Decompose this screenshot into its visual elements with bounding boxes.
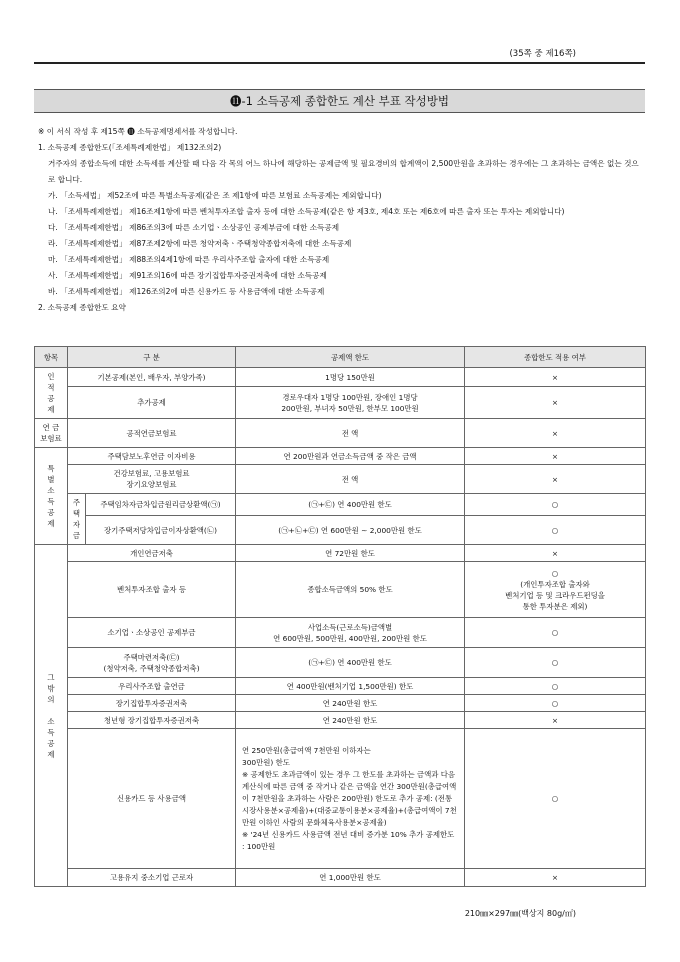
group-label-other: 그 밖 의 소 득 공 제 bbox=[35, 545, 68, 887]
page-number: (35쪽 중 제16쪽) bbox=[509, 49, 576, 59]
row-limit: 연 250만원(총급여액 7천만원 이하자는 300만원) 한도 ※ 공제한도 초과금액이 있는 경우 그 한도를 초과하는 금액과 다음 계산식에 따른 금액 중 작거나 같은 금액을 연간 300만원(총급여액이 7천만원을 초과하는 사람은 200만원) 한도로 추가 공제: (전통시장사용분×공제율)+(대중교통이용분×공제율)+(총급여액이 7천만원 이하인 사람의 문화체육사용분×공제율) ※ '24년 신용카드 사용금액 전년 대비 증가분 10% 추가 공제한도 : 100만원 bbox=[236, 729, 465, 869]
table-row bbox=[35, 712, 646, 729]
instructions bbox=[38, 124, 643, 316]
row-name: 주택담보노후연금 이자비용 bbox=[68, 448, 236, 465]
row-name: 우리사주조합 출연금 bbox=[68, 678, 236, 695]
row-applies: ○ bbox=[465, 695, 646, 712]
note-item: 나. 「조세특례제한법」 제16조제1항에 따른 벤처투자조합 출자 등에 대한 소득공제(같은 항 제3호, 제4호 또는 제6호에 따른 출자 또는 투자는 제외합니다) bbox=[48, 207, 565, 216]
table-row bbox=[35, 648, 646, 678]
row-name: 장기주택저당차입금이자상환액(㉡) bbox=[86, 516, 236, 545]
section-title: ⓫-1 소득공제 종합한도 계산 부표 작성방법 bbox=[34, 89, 645, 113]
row-name: 추가공제 bbox=[68, 387, 236, 419]
note-item: 마. 「조세특례제한법」 제88조의4제1항에 따른 우리사주조합 출자에 대한 소득공제 bbox=[48, 255, 330, 264]
note-item: 라. 「조세특례제한법」 제87조제2항에 따른 청약저축ㆍ주택청약종합저축에 대한 소득공제 bbox=[48, 239, 352, 248]
table-row bbox=[35, 678, 646, 695]
table-row bbox=[35, 494, 646, 516]
row-applies: × bbox=[465, 368, 646, 387]
row-applies: ○ bbox=[465, 494, 646, 516]
row-limit: 연 1,000만원 한도 bbox=[236, 869, 465, 887]
group-label-housing: 주 택 자 금 bbox=[68, 494, 86, 545]
row-limit: 사업소득(근로소득)금액별 연 600만원, 500만원, 400만원, 200만원 한도 bbox=[236, 618, 465, 648]
row-limit: 연 200만원과 연금소득금액 중 작은 금액 bbox=[236, 448, 465, 465]
note-item: 사. 「조세특례제한법」 제91조의16에 따른 장기집합투자증권저축에 대한 소득공제 bbox=[48, 271, 327, 280]
row-applies: × bbox=[465, 387, 646, 419]
table-row bbox=[35, 545, 646, 562]
row-applies: ○ bbox=[465, 618, 646, 648]
row-name: 기본공제(본인, 배우자, 부양가족) bbox=[68, 368, 236, 387]
row-limit: 전 액 bbox=[236, 419, 465, 448]
note-line: 2. 소득공제 종합한도 요약 bbox=[38, 303, 126, 312]
top-rule bbox=[34, 62, 645, 64]
row-applies: ○ bbox=[465, 516, 646, 545]
row-name: 주택마련저축(㉢) (청약저축, 주택청약종합저축) bbox=[68, 648, 236, 678]
row-applies: × bbox=[465, 869, 646, 887]
row-limit: 연 400만원(벤처기업 1,500만원) 한도 bbox=[236, 678, 465, 695]
col-header: 항목 bbox=[35, 347, 68, 368]
row-name: 벤처투자조합 출자 등 bbox=[68, 562, 236, 618]
table-row bbox=[35, 465, 646, 494]
col-header: 공제액 한도 bbox=[236, 347, 465, 368]
row-name: 공적연금보험료 bbox=[68, 419, 236, 448]
group-label-special: 특 별 소 득 공 제 bbox=[35, 448, 68, 545]
row-limit: (㉠+㉡+㉢) 연 600만원 ∼ 2,000만원 한도 bbox=[236, 516, 465, 545]
row-applies: × bbox=[465, 419, 646, 448]
table-row bbox=[35, 516, 646, 545]
table-row bbox=[35, 387, 646, 419]
table-row bbox=[35, 618, 646, 648]
row-limit: 경로우대자 1명당 100만원, 장애인 1명당 200만원, 부녀자 50만원, 한부모 100만원 bbox=[236, 387, 465, 419]
row-limit: 연 72만원 한도 bbox=[236, 545, 465, 562]
row-name: 신용카드 등 사용금액 bbox=[68, 729, 236, 869]
note-item: 다. 「조세특례제한법」 제86조의3에 따른 소기업ㆍ소상공인 공제부금에 대한 소득공제 bbox=[48, 223, 340, 232]
note-line: ※ 이 서식 작성 후 제15쪽 ⓫ 소득공제명세서를 작성합니다. bbox=[38, 127, 238, 136]
row-applies: × bbox=[465, 712, 646, 729]
row-limit: (㉠+㉢) 연 400만원 한도 bbox=[236, 494, 465, 516]
note-line: 1. 소득공제 종합한도(「조세특례제한법」 제132조의2) bbox=[38, 143, 222, 152]
note-item: 가. 「소득세법」 제52조에 따른 특별소득공제(같은 조 제1항에 따른 보험료 소득공제는 제외합니다) bbox=[48, 191, 382, 200]
table-row bbox=[35, 419, 646, 448]
group-label-pension: 연 금 보험료 bbox=[35, 419, 68, 448]
row-name: 주택임차자금차입금원리금상환액(㉠) bbox=[86, 494, 236, 516]
note-item: 바. 「조세특례제한법」 제126조의2에 따른 신용카드 등 사용금액에 대한 소득공제 bbox=[48, 287, 325, 296]
row-applies: ○ (개인투자조합 출자와 벤처기업 등 및 크라우드펀딩을 통한 투자분은 제외) bbox=[465, 562, 646, 618]
col-header: 구 분 bbox=[68, 347, 236, 368]
table-row bbox=[35, 448, 646, 465]
row-applies: × bbox=[465, 465, 646, 494]
table-row bbox=[35, 368, 646, 387]
row-name: 소기업ㆍ소상공인 공제부금 bbox=[68, 618, 236, 648]
deduction-limit-table bbox=[34, 346, 646, 887]
row-applies: × bbox=[465, 545, 646, 562]
row-applies: ○ bbox=[465, 648, 646, 678]
group-label-personal: 인 적 공 제 bbox=[35, 368, 68, 419]
row-limit: 연 240만원 한도 bbox=[236, 712, 465, 729]
table-row bbox=[35, 562, 646, 618]
row-limit: 1명당 150만원 bbox=[236, 368, 465, 387]
row-name: 건강보험료, 고용보험료 장기요양보험료 bbox=[68, 465, 236, 494]
row-name: 청년형 장기집합투자증권저축 bbox=[68, 712, 236, 729]
row-applies: ○ bbox=[465, 678, 646, 695]
table-row bbox=[35, 729, 646, 869]
row-name: 장기집합투자증권저축 bbox=[68, 695, 236, 712]
row-name: 개인연금저축 bbox=[68, 545, 236, 562]
note-paragraph: 거주자의 종합소득에 대한 소득세를 계산할 때 다음 각 목의 어느 하나에 해당하는 공제금액 및 필요경비의 합계액이 2,500만원을 초과하는 경우에는 그 초과하는 금액은 없는 것으로 합니다. bbox=[48, 159, 639, 184]
row-limit: 종합소득금액의 50% 한도 bbox=[236, 562, 465, 618]
table-header-row bbox=[35, 347, 646, 368]
paper-spec: 210㎜×297㎜(백상지 80g/㎡) bbox=[464, 909, 576, 918]
row-limit: 전 액 bbox=[236, 465, 465, 494]
row-applies: ○ bbox=[465, 729, 646, 869]
col-header: 종합한도 적용 여부 bbox=[465, 347, 646, 368]
row-name: 고용유지 중소기업 근로자 bbox=[68, 869, 236, 887]
table-row bbox=[35, 869, 646, 887]
row-applies: × bbox=[465, 448, 646, 465]
table-row bbox=[35, 695, 646, 712]
row-limit: 연 240만원 한도 bbox=[236, 695, 465, 712]
row-limit: (㉠+㉢) 연 400만원 한도 bbox=[236, 648, 465, 678]
